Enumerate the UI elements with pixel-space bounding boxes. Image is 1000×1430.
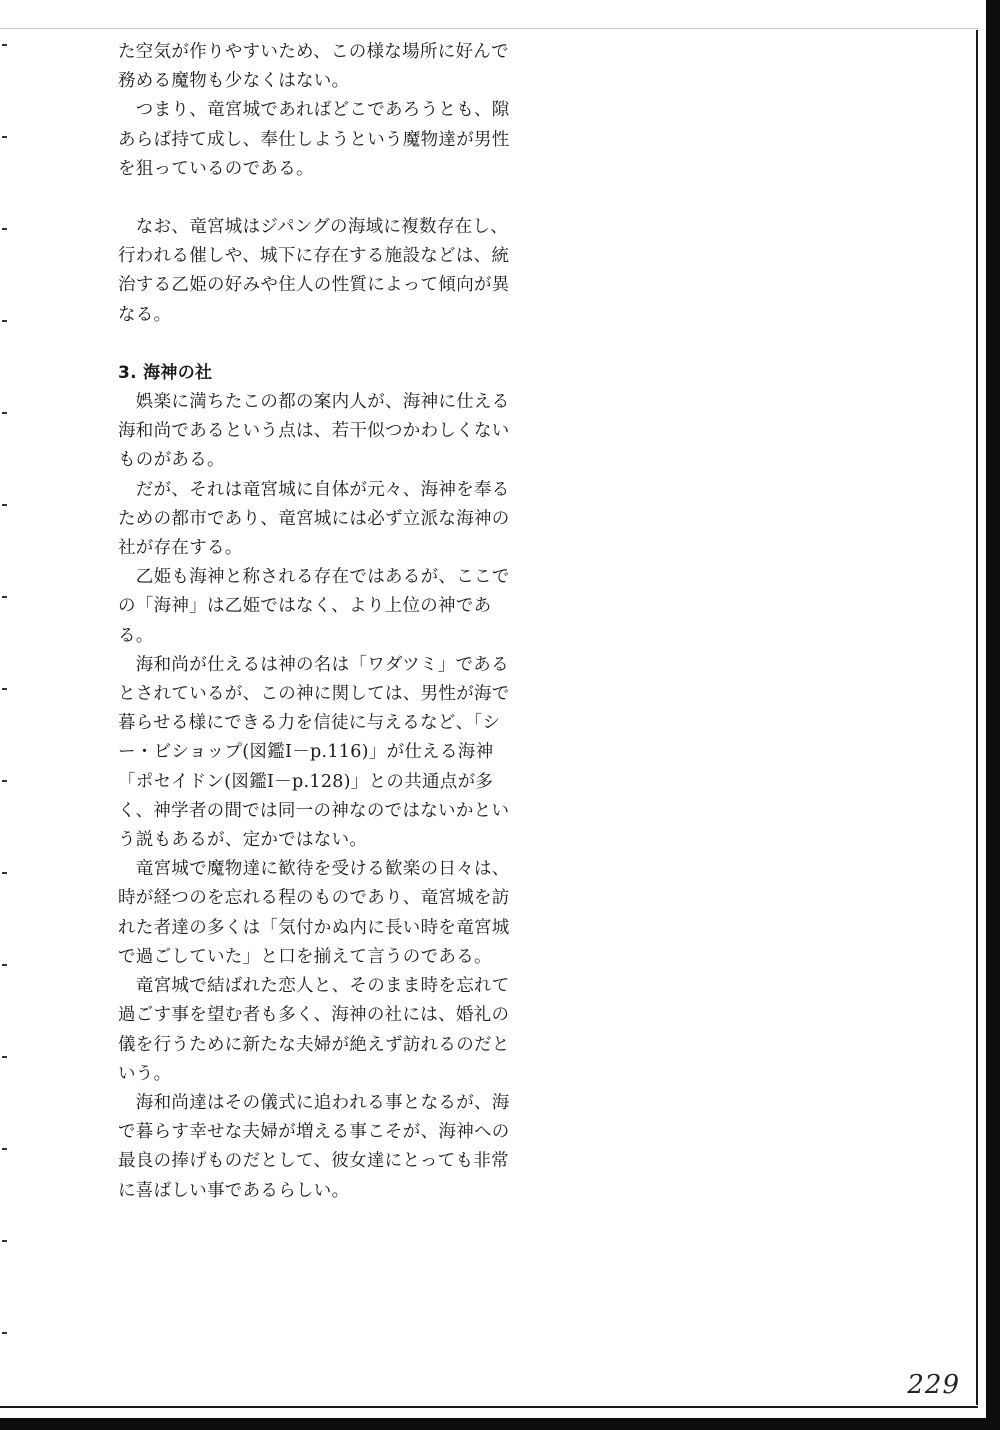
body-paragraph: だが、それは竜宮城に自体が元々、海神を奉るための都市であり、竜宮城には必ず立派な海神の社が存在する。 xyxy=(118,479,510,559)
paragraph-gap xyxy=(118,184,518,213)
binding-tick xyxy=(2,136,7,138)
binding-tick xyxy=(2,872,7,874)
body-paragraph: なお、竜宮城はジパングの海域に複数存在し、行われる催しや、城下に存在する施設などは、統治する乙姫の好みや住人の性質によって傾向が異なる。 xyxy=(118,217,510,325)
body-paragraph: 竜宮城で魔物達に歓待を受ける歓楽の日々は、時が経つのを忘れる程のものであり、竜宮城を訪れた者達の多くは「気付かぬ内に長い時を竜宮城で過ごしていた」と口を揃えて言うのである。 xyxy=(118,859,510,967)
page-number: 229 xyxy=(907,1370,960,1400)
binding-tick xyxy=(2,780,7,782)
section-heading: 3. 海神の社 xyxy=(118,362,213,383)
binding-tick xyxy=(2,320,7,322)
binding-tick xyxy=(2,44,7,46)
body-paragraph: つまり、竜宮城であればどこであろうとも、隙あらば持て成し、奉仕しようという魔物達が男性を狙っているのである。 xyxy=(118,100,510,179)
binding-tick xyxy=(2,1148,7,1150)
binding-tick xyxy=(2,1240,7,1242)
frame-line-right xyxy=(976,30,978,1405)
paragraph-gap xyxy=(118,330,518,359)
binding-tick xyxy=(2,228,7,230)
frame-line-top xyxy=(0,28,978,29)
binding-tick xyxy=(2,1056,7,1058)
body-text xyxy=(118,38,518,1206)
page-edge-right xyxy=(986,0,1000,1430)
body-paragraph: 竜宮城で結ばれた恋人と、そのまま時を忘れて過ごす事を望む者も多く、海神の社には、婚礼の儀を行うために新たな夫婦が絶えず訪れるのだという。 xyxy=(118,976,510,1084)
body-paragraph: た空気が作りやすいため、この様な場所に好んで務める魔物も少なくはない。 xyxy=(118,42,509,92)
binding-tick xyxy=(2,596,7,598)
frame-line-bottom xyxy=(0,1406,978,1408)
binding-tick xyxy=(2,688,7,690)
body-paragraph: 海和尚達はその儀式に追われる事となるが、海で暮らす幸せな夫婦が増える事こそが、海神への最良の捧げものだとして、彼女達にとっても非常に喜ばしい事であるらしい。 xyxy=(118,1092,510,1201)
body-paragraph: 乙姫も海神と称される存在ではあるが、ここでの「海神」は乙姫ではなく、より上位の神である。 xyxy=(118,567,510,646)
binding-tick xyxy=(2,504,7,506)
binding-tick xyxy=(2,964,7,966)
body-paragraph: 海和尚が仕えるは神の名は「ワダツミ」であるとされているが、この神に関しては、男性が海で暮らせる様にできる力を信徒に与えるなど、「シー・ビショップ(図鑑Ⅰ－p.116)」が仕える海神「ポセイドン(図鑑Ⅰ－p.128)」との共通点が多く、神学者の間では同一の神なのではないかという説もあるが、定かではない。 xyxy=(118,654,510,851)
page-edge-bottom xyxy=(0,1418,1000,1430)
body-paragraph: 娯楽に満ちたこの都の案内人が、海神に仕える海和尚であるという点は、若干似つかわしくないものがある。 xyxy=(118,392,510,471)
binding-tick xyxy=(2,412,7,414)
binding-tick xyxy=(2,1332,7,1334)
